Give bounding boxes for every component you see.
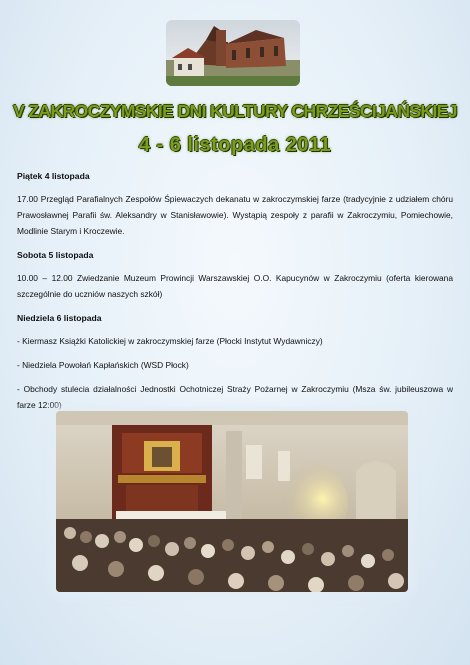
church-exterior-photo: [166, 20, 300, 86]
church-interior-photo: [56, 411, 408, 592]
sunday-heading: Niedziela 6 listopada: [17, 313, 102, 323]
sunday-item: - Obchody stulecia działalności Jednostki Ochotniczej Straży Pożarnej w Zakroczymiu (Msza św. jubileuszowa w farze 12:00): [17, 384, 453, 410]
program-content: [17, 168, 453, 421]
sunday-item: - Kiermasz Książki Katolickiej w zakroczymskiej farze (Płocki Instytut Wydawniczy): [17, 336, 323, 346]
friday-text: 17.00 Przegląd Parafialnych Zespołów Śpiewaczych dekanatu w zakroczymskiej farze (tradycyjnie z udziałem chóru Prawosławnej Parafii św. Aleksandry w Stanisławowie). Wystąpią zespoły z parafii w Zakroczymiu, Pomiechowie, Modlinie Starym i Kroczewie.: [17, 194, 453, 236]
sunday-item: - Niedziela Powołań Kapłańskich (WSD Płock): [17, 360, 189, 370]
event-dates: 4 - 6 listopada 2011: [138, 134, 332, 156]
event-title: V ZAKROCZYMSKIE DNI KULTURY CHRZEŚCIJAŃSKIEJ: [13, 101, 457, 121]
saturday-heading: Sobota 5 listopada: [17, 250, 94, 260]
friday-heading: Piątek 4 listopada: [17, 171, 90, 181]
saturday-text: 10.00 – 12.00 Zwiedzanie Muzeum Prowincji Warszawskiej O.O. Kapucynów w Zakroczymiu (oferta kierowana szczególnie do uczniów naszych szkół): [17, 273, 453, 299]
